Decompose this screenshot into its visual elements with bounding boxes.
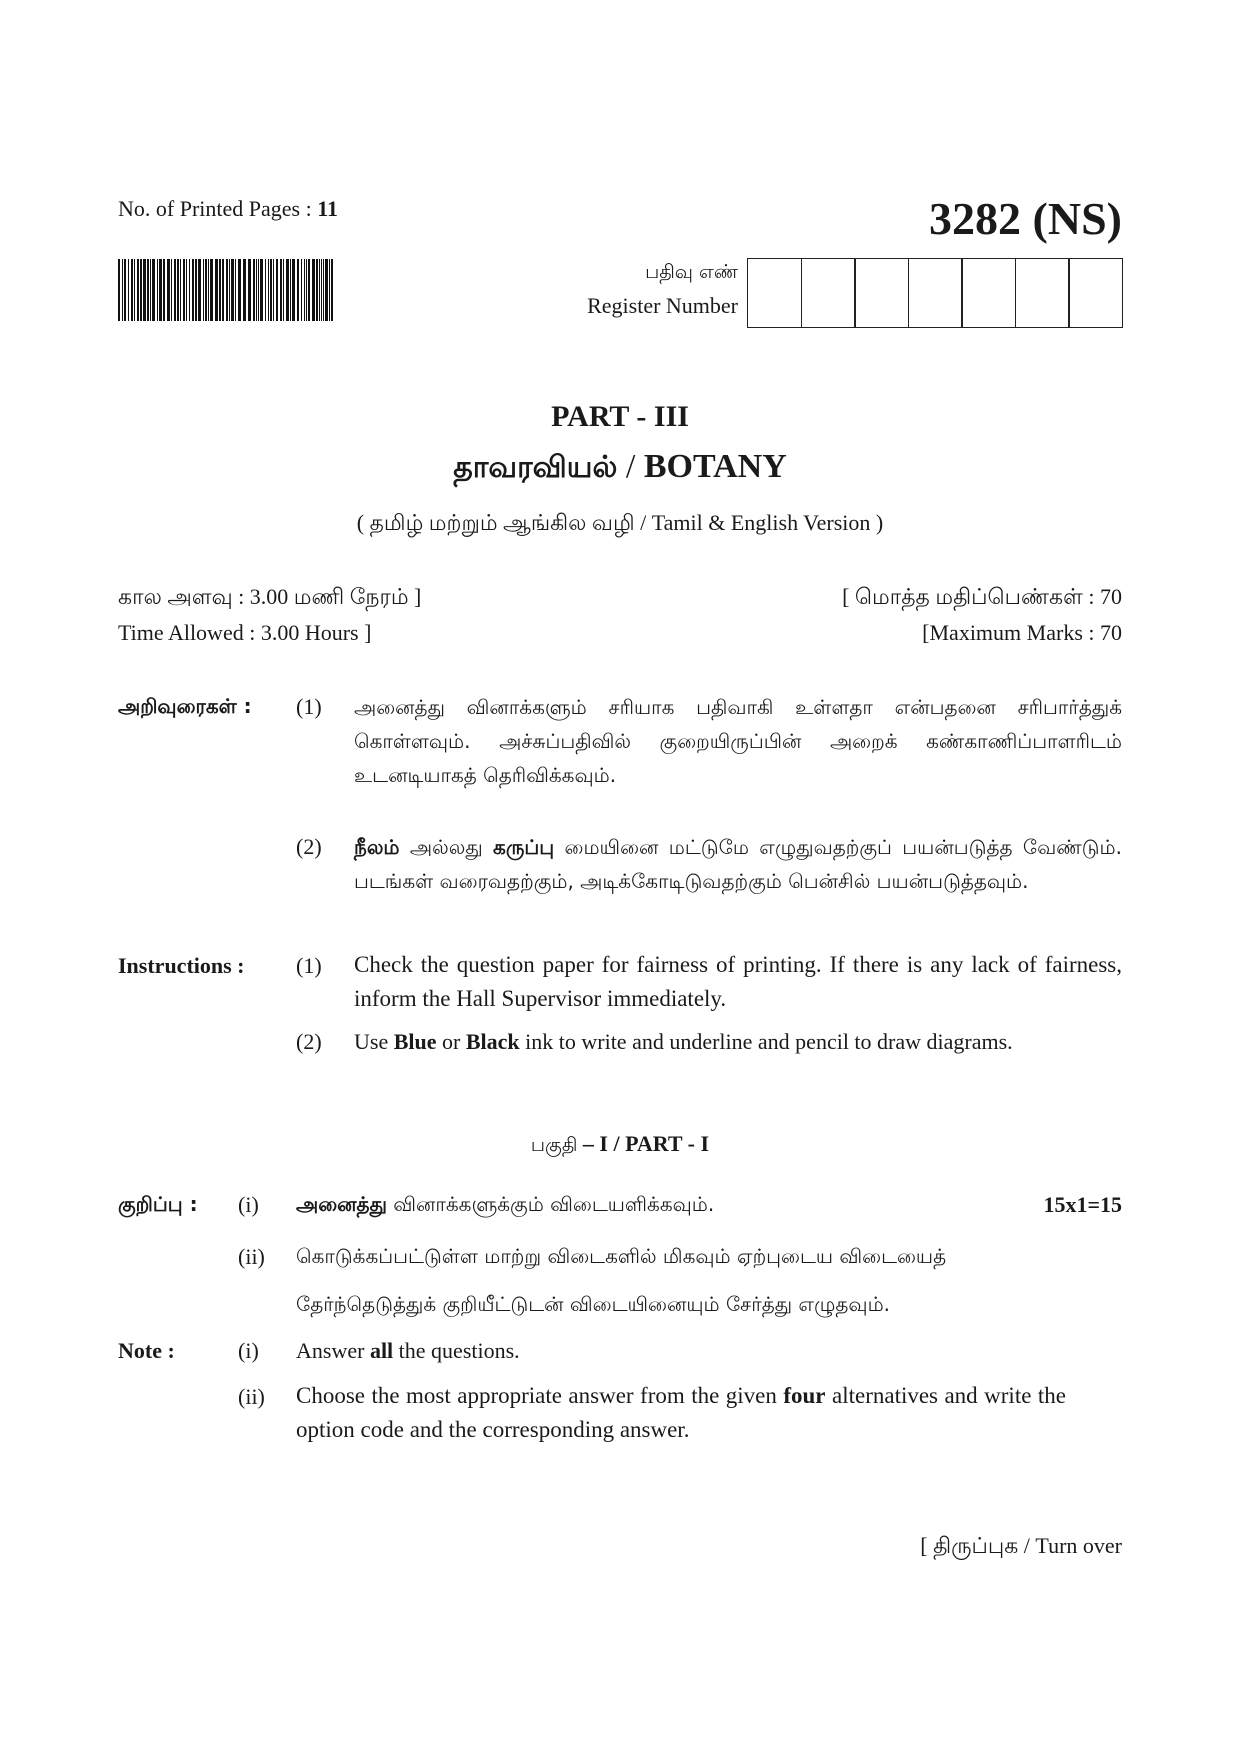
barcode-bar	[163, 259, 165, 321]
barcode-bar	[210, 259, 213, 321]
barcode-bar	[219, 259, 221, 321]
note-english-1-text	[296, 1338, 520, 1364]
instruction-tamil-2-part1: அல்லது	[399, 835, 494, 859]
barcode-bar	[304, 259, 305, 321]
instruction-english-2-blue: Blue	[393, 1029, 437, 1054]
barcode-bar	[248, 259, 251, 321]
max-marks-tamil: [ மொத்த மதிப்பெண்கள் : 70	[842, 584, 1122, 609]
barcode-bar	[198, 259, 201, 321]
barcode-bar	[323, 259, 324, 321]
barcode-bar	[316, 259, 318, 321]
barcode-bar	[189, 259, 190, 321]
barcode-bar	[124, 259, 126, 321]
note-tamil-1-text	[296, 1192, 714, 1219]
part-one-heading-tamil: பகுதி	[530, 1134, 578, 1156]
note-english-label: Note :	[118, 1338, 175, 1363]
barcode-bar	[215, 259, 218, 321]
barcode-bar	[256, 259, 257, 321]
barcode-bar	[325, 259, 328, 321]
barcode-bar	[258, 259, 259, 321]
note-english-2-part1: alternatives and write the option code and the corresponding answer.	[296, 1383, 1066, 1442]
note-english-2-number: (ii)	[238, 1384, 265, 1409]
instruction-tamil-2-black: கருப்பு	[493, 835, 555, 859]
note-tamil-1-bold: அனைத்து	[296, 1192, 387, 1216]
time-allowed-tamil: கால அளவு : 3.00 மணி நேரம் ]	[118, 584, 422, 609]
barcode-bar	[235, 259, 236, 321]
barcode-bar	[276, 259, 278, 321]
barcode-bar	[292, 259, 295, 321]
note-tamil-1-number: (i)	[238, 1192, 259, 1217]
instruction-english-2-part1: or	[436, 1029, 466, 1054]
register-digit-box	[747, 258, 802, 328]
barcode-bar	[273, 259, 274, 321]
barcode-bar	[270, 259, 272, 321]
barcode-bar	[229, 259, 230, 321]
barcode-bar	[253, 259, 255, 321]
subject-title	[0, 448, 1240, 489]
barcode-bar	[319, 259, 320, 321]
barcode-bar	[131, 259, 133, 321]
note-tamil-2-line1: கொடுக்கப்பட்டுள்ள மாற்று விடைகளில் மிகவும் ஏற்புடைய விடையைத்	[296, 1244, 947, 1268]
barcode-bar	[167, 259, 170, 321]
barcode-bar	[180, 259, 181, 321]
barcode-bar	[231, 259, 234, 321]
instructions-tamil-label: அறிவுரைகள் :	[118, 694, 252, 718]
part-one-heading-rest: – I / PART - I	[577, 1131, 710, 1156]
barcode-bar	[268, 259, 269, 321]
barcode-bar	[122, 259, 123, 321]
barcode-bar	[147, 259, 149, 321]
part-one-heading	[0, 1131, 1240, 1159]
barcode-bar	[286, 259, 289, 321]
barcode-bar	[283, 259, 284, 321]
note-tamil-2-number: (ii)	[238, 1244, 265, 1269]
part-one-marks: 15x1=15	[1043, 1192, 1122, 1217]
barcode-bar	[195, 259, 197, 321]
instruction-english-2-text	[354, 1029, 1013, 1055]
note-english-2-text	[296, 1379, 1066, 1447]
barcode-bar	[308, 259, 310, 321]
instruction-english-2-part0: Use	[354, 1029, 394, 1054]
note-english-1-bold: all	[369, 1338, 394, 1363]
barcode-bar	[290, 259, 291, 321]
barcode-bar	[238, 259, 241, 321]
instruction-english-2-part2: ink to write and underline and pencil to draw diagrams.	[519, 1029, 1013, 1054]
note-english-1-number: (i)	[238, 1338, 259, 1363]
register-digit-box	[908, 258, 963, 328]
instruction-english-1-number: (1)	[296, 953, 322, 978]
barcode-bar	[280, 259, 282, 321]
barcode-bar	[118, 259, 120, 321]
barcode-bar	[152, 259, 155, 321]
barcode-bar	[329, 259, 330, 321]
barcode-bar	[222, 259, 224, 321]
instruction-english-1-text: Check the question paper for fairness of printing. If there is any lack of fairness, inform the Hall Supervisor immediately.	[354, 952, 1122, 1011]
turn-over-note: [ திருப்புக / Turn over	[920, 1533, 1122, 1558]
barcode-bar	[208, 259, 209, 321]
barcode-bar	[260, 259, 263, 321]
instruction-tamil-1-number: (1)	[296, 694, 322, 719]
barcode-bar	[157, 259, 158, 321]
part-title: PART - III	[551, 400, 689, 433]
barcode-image	[118, 259, 336, 321]
barcode-bar	[243, 259, 246, 321]
time-allowed-english: Time Allowed : 3.00 Hours ]	[118, 620, 372, 645]
barcode-bar	[265, 259, 266, 321]
printed-pages-label: No. of Printed Pages :	[118, 196, 318, 221]
barcode-bar	[297, 259, 299, 321]
barcode-bar	[159, 259, 162, 321]
max-marks-english: [Maximum Marks : 70	[922, 620, 1122, 645]
note-tamil-1-rest: வினாக்களுக்கும் விடையளிக்கவும்.	[386, 1192, 715, 1216]
barcode-bar	[183, 259, 185, 321]
barcode-bar	[174, 259, 176, 321]
subject-title-tamil: தாவரவியல்	[453, 450, 618, 485]
instruction-tamil-2-blue: நீலம்	[354, 835, 400, 859]
printed-pages-value: 11	[317, 196, 338, 221]
register-digit-box	[961, 258, 1016, 328]
register-digit-box	[1015, 258, 1070, 328]
barcode-bar	[177, 259, 179, 321]
barcode-bar	[186, 259, 187, 321]
instruction-english-2-black: Black	[465, 1029, 520, 1054]
note-tamil-2-line2: தேர்ந்தெடுத்துக் குறியீட்டுடன் விடையினையும் சேர்த்து எழுதவும்.	[296, 1292, 891, 1316]
register-digit-box	[854, 258, 909, 328]
barcode-bar	[306, 259, 307, 321]
register-digit-box	[1068, 258, 1123, 328]
note-english-1-part1: the questions.	[393, 1338, 520, 1363]
version-line: ( தமிழ் மற்றும் ஆங்கில வழி / Tamil & English Version )	[356, 510, 884, 535]
barcode-bar	[203, 259, 204, 321]
note-english-1-part0: Answer	[296, 1338, 370, 1363]
register-label-tamil: பதிவு எண்	[645, 261, 738, 283]
barcode-bar	[150, 259, 151, 321]
barcode-bar	[128, 259, 129, 321]
instructions-english-label: Instructions :	[118, 953, 245, 978]
note-english-2-bold: four	[783, 1383, 826, 1408]
barcode-bar	[205, 259, 207, 321]
register-label-english: Register Number	[587, 293, 738, 318]
instruction-tamil-2-text	[354, 830, 1122, 898]
register-number-boxes	[747, 258, 1123, 328]
instruction-english-2-number: (2)	[296, 1029, 322, 1054]
barcode-bar	[171, 259, 172, 321]
note-tamil-label: குறிப்பு :	[118, 1192, 198, 1216]
barcode-bar	[143, 259, 146, 321]
barcode-bar	[321, 259, 322, 321]
barcode-bar	[226, 259, 228, 321]
note-english-2-part0: Choose the most appropriate answer from the given	[296, 1383, 784, 1408]
subject-title-separator: /	[617, 448, 644, 485]
register-digit-box	[801, 258, 856, 328]
barcode-bar	[137, 259, 139, 321]
barcode-bar	[140, 259, 142, 321]
barcode-bar	[192, 259, 194, 321]
instruction-tamil-2-part2: மையினை மட்டுமே எழுதுவதற்குப் பயன்படுத்த வேண்டும். படங்கள் வரைவதற்கும், அடிக்கோடிடுவதற்கும் பென்சில் பயன்படுத்தவும்.	[354, 835, 1122, 893]
subject-title-english: BOTANY	[643, 448, 787, 485]
barcode-bar	[312, 259, 315, 321]
instruction-tamil-1-text: அனைத்து வினாக்களும் சரியாக பதிவாகி உள்ளதா என்பதனை சரிபார்த்துக் கொள்ளவும். அச்சுப்பதிவில் குறையிருப்பின் அறைக் கண்காணிப்பாளரிடம் உடனடியாகத் தெரிவிக்கவும்.	[354, 695, 1122, 787]
barcode-bar	[134, 259, 135, 321]
barcode-bar	[301, 259, 302, 321]
instruction-tamil-2-number: (2)	[296, 834, 322, 859]
barcode-bar	[331, 259, 333, 321]
paper-code: 3282 (NS)	[929, 193, 1122, 244]
printed-pages	[118, 196, 338, 222]
